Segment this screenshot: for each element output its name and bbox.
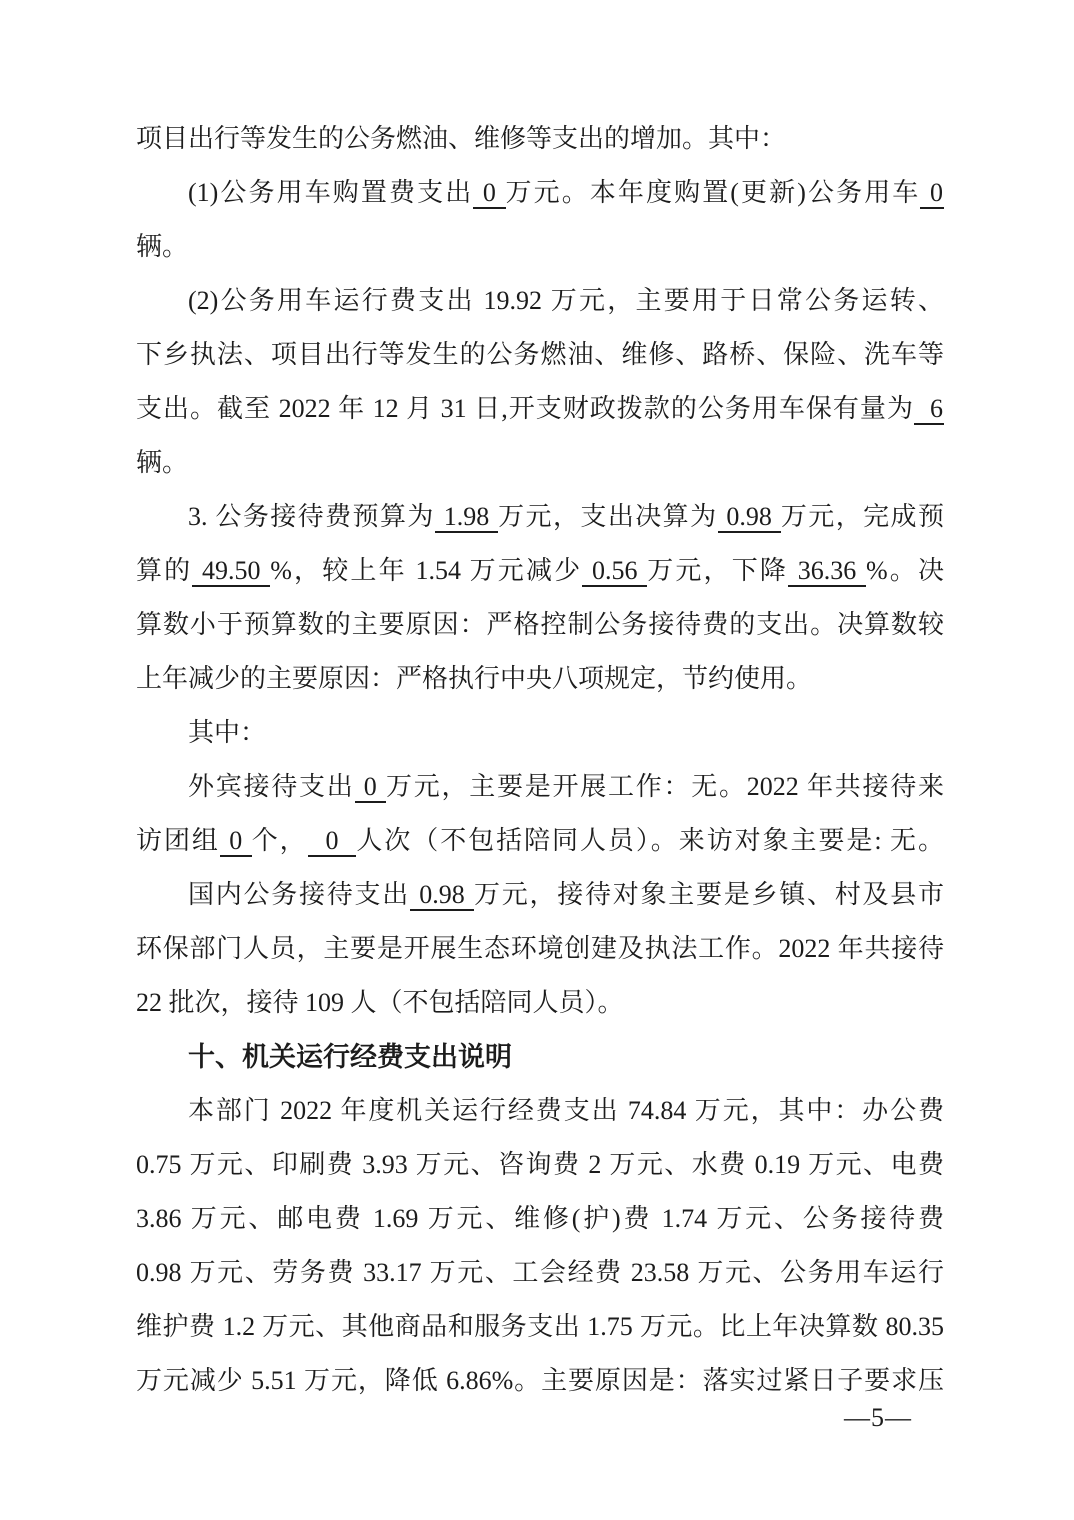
page-number: —5— xyxy=(844,1403,912,1432)
text-segment: 维护费 1.2 万元、其他商品和服务支出 1.75 万元。比上年决算数 80.35 xyxy=(136,1312,944,1341)
text-line-8 xyxy=(136,490,944,544)
underlined-value: 0.56 xyxy=(583,556,647,585)
text-line-15 xyxy=(136,868,944,922)
text-segment: 万元，接待对象主要是乡镇、村及县市 xyxy=(474,880,944,909)
text-line-2 xyxy=(136,166,944,220)
text-segment: 人次（不包括陪同人员）。来访对象主要是: 无。 xyxy=(356,826,944,855)
text-segment: 外宾接待支出 xyxy=(188,772,355,801)
text-segment: 其中： xyxy=(188,718,267,747)
text-line-5 xyxy=(136,328,944,382)
text-segment: %。决 xyxy=(865,556,944,585)
text-segment: 十、机关运行经费支出说明 xyxy=(188,1042,512,1072)
text-segment: (2)公务用车运行费支出 19.92 万元，主要用于日常公务运转、 xyxy=(188,286,944,315)
text-segment: 环保部门人员，主要是开展生态环境创建及执法工作。2022 年共接待 xyxy=(136,934,944,963)
text-line-16 xyxy=(136,922,944,976)
underlined-value: 0.98 xyxy=(411,880,473,909)
underlined-value: 0 xyxy=(220,826,251,855)
text-segment: 算数小于预算数的主要原因：严格控制公务接待费的支出。决算数较 xyxy=(136,610,944,639)
underlined-value: 0 xyxy=(308,826,356,855)
text-segment: 上年减少的主要原因：严格执行中央八项规定，节约使用。 xyxy=(136,664,813,693)
text-line-14 xyxy=(136,814,944,868)
text-segment: 辆。 xyxy=(136,448,189,477)
text-line-22 xyxy=(136,1246,944,1300)
text-line-23 xyxy=(136,1300,944,1354)
text-segment: 万元，主要是开展工作：无。2022 年共接待来 xyxy=(386,772,944,801)
text-segment: 3.86 万元、邮电费 1.69 万元、维修(护)费 1.74 万元、公务接待费 xyxy=(136,1204,944,1233)
text-line-11 xyxy=(136,652,944,706)
text-segment: 0.98 万元、劳务费 33.17 万元、工会经费 23.58 万元、公务用车运行 xyxy=(136,1258,944,1287)
underlined-value: 49.50 xyxy=(193,556,270,585)
text-segment: 辆。 xyxy=(136,232,189,261)
underlined-value: 1.98 xyxy=(435,502,498,531)
text-segment: 万元。本年度购置(更新)公务用车 xyxy=(505,178,921,207)
text-line-4 xyxy=(136,274,944,328)
text-line-19 xyxy=(136,1084,944,1138)
underlined-value: 36.36 xyxy=(789,556,865,585)
text-line-7 xyxy=(136,436,944,490)
text-line-21 xyxy=(136,1192,944,1246)
text-segment: 万元，下降 xyxy=(647,556,789,585)
text-segment: 本部门 2022 年度机关运行经费支出 74.84 万元，其中：办公费 xyxy=(188,1096,944,1125)
section-heading xyxy=(136,1030,944,1084)
text-line-12 xyxy=(136,706,944,760)
text-line-6 xyxy=(136,382,944,436)
text-line-24 xyxy=(136,1354,944,1408)
text-segment: 支出。截至 2022 年 12 月 31 日,开支财政拨款的公务用车保有量为 xyxy=(136,394,914,423)
underlined-value: 0 xyxy=(355,772,385,801)
text-line-13 xyxy=(136,760,944,814)
text-segment: 个， xyxy=(251,826,308,855)
underlined-value: 0 xyxy=(921,178,944,207)
underlined-value: 0 xyxy=(474,178,505,207)
text-segment: (1)公务用车购置费支出 xyxy=(188,178,474,207)
text-segment: 项目出行等发生的公务燃油、维修等支出的增加。其中： xyxy=(136,124,787,153)
text-line-3 xyxy=(136,220,944,274)
text-segment: 算的 xyxy=(136,556,193,585)
text-segment: 万元，支出决算为 xyxy=(498,502,718,531)
text-segment: 万元减少 5.51 万元，降低 6.86%。主要原因是：落实过紧日子要求压 xyxy=(136,1366,944,1395)
text-segment: 0.75 万元、印刷费 3.93 万元、咨询费 2 万元、水费 0.19 万元、电费 xyxy=(136,1150,944,1179)
text-line-20 xyxy=(136,1138,944,1192)
text-segment: 下乡执法、项目出行等发生的公务燃油、维修、路桥、保险、洗车等 xyxy=(136,340,944,369)
text-line-1 xyxy=(136,112,944,166)
text-segment: 国内公务接待支出 xyxy=(188,880,410,909)
text-segment: 万元，完成预 xyxy=(780,502,944,531)
text-line-17 xyxy=(136,976,944,1030)
text-line-10 xyxy=(136,598,944,652)
underlined-value: 0.98 xyxy=(718,502,780,531)
text-segment: 22 批次，接待 109 人（不包括陪同人员）。 xyxy=(136,988,624,1017)
underlined-value: 6 xyxy=(914,394,943,423)
text-segment: 3. 公务接待费预算为 xyxy=(188,502,435,531)
document-body xyxy=(136,112,944,1408)
text-segment: %，较上年 1.54 万元减少 xyxy=(270,556,583,585)
text-line-9 xyxy=(136,544,944,598)
text-segment: 访团组 xyxy=(136,826,220,855)
